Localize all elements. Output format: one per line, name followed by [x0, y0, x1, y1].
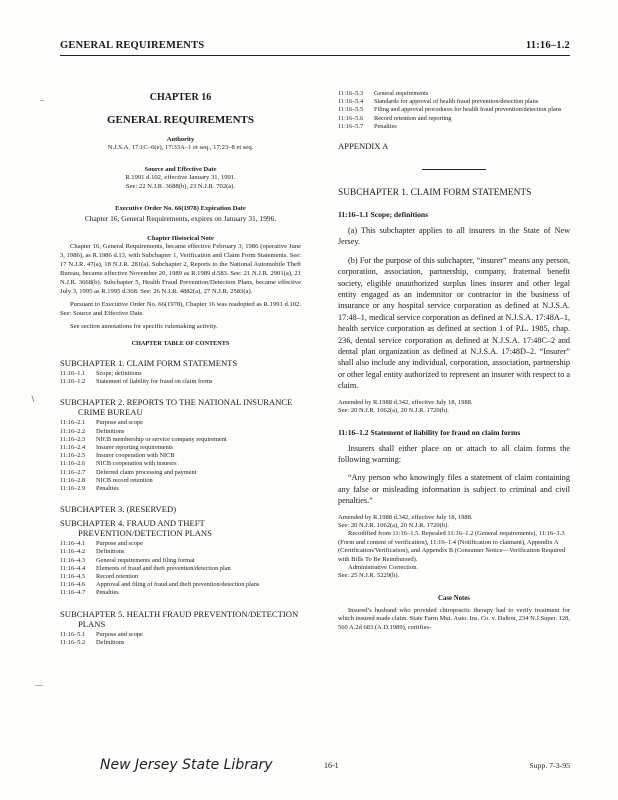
warning-quote: “Any person who knowingly files a statement of claim containing any false or misleading information is subject to criminal and civil penalties.”	[338, 473, 570, 506]
header-title: GENERAL REQUIREMENTS	[60, 40, 205, 51]
toc-subchapter: SUBCHAPTER 5. HEALTH FRAUD PREVENTION/DETECTION PLANS	[60, 608, 299, 629]
toc-item: 11:16–2.6 NICB cooperation with insurers	[60, 460, 177, 468]
section-divider	[422, 169, 486, 170]
toc-list	[60, 419, 301, 493]
subchapter-heading: SUBCHAPTER 1. CLAIM FORM STATEMENTS	[338, 188, 532, 199]
authority-text: N.J.S.A. 17:1C–6(e), 17:33A–1 et seq., 17:23–8 et seq.	[107, 144, 254, 151]
toc-item: 11:16–5.3 General requirements	[338, 90, 429, 97]
authority-label: Authority	[166, 136, 195, 143]
toc-item: 11:16–4.1 Purpose and scope	[60, 540, 143, 548]
toc-item: 11:16–2.5 Insurer cooperation with NICB	[60, 452, 175, 460]
toc-item: 11:16–2.1 Purpose and scope	[60, 419, 143, 427]
page-number: 16-1	[324, 761, 339, 770]
amendment-note: Amended by R.1988 d.342, effective July 18, 1988. See: 20 N.J.R. 1062(a), 20 N.J.R. 1720(b).	[338, 398, 473, 415]
toc-item: 11:16–5.1 Purpose and scope	[60, 630, 143, 638]
toc-item: 11:16–2.7 Deferred claim processing and payment	[60, 468, 197, 476]
toc-item: 11:16–5.6 Record retention and reporting	[338, 114, 452, 122]
chapter-number: CHAPTER 16	[149, 92, 212, 103]
section-title: 11:16–1.1 Scope; definitions	[338, 210, 429, 220]
right-column	[338, 90, 570, 632]
toc-item: 11:16–4.7 Penalties	[60, 589, 119, 597]
body-paragraph: Insurers shall either place on or attach to all claim forms the following warning:	[338, 443, 570, 464]
toc-item: 11:16–2.4 Insurer reporting requirements	[60, 444, 173, 452]
exec-order-text: Chapter 16, General Requirements, expires on January 31, 1996.	[84, 214, 277, 223]
toc-item: 11:16–2.9 Penalties	[60, 485, 119, 493]
toc-item: 11:16–5.4 Standards for approval of health fraud prevention/detection plans	[338, 98, 539, 106]
body-paragraph: (a) This subchapter applies to all insurers in the State of New Jersey.	[338, 226, 570, 247]
history-paragraph: Chapter 16, General Requirements, became effective February 3, 1986 (operative June 3, 1986), as R.1986 d.13, with Subchapter 1, Verification and Claim Form Statements. See: 17 N.J.R. 47(a), 18 N.J.R. 281(a). Subchapter 2, Reports to the National Automobile Theft Bureau, became effective November 20, 1989 as R.1989 d.583. See: 21 N.J.R. 2901(a), 21 N.J.R. 3668(b). Subchapter 5, Health Fraud Prevention/Detection Plans, became effective July 3, 1995 as R.1995 d.368. See: 26 N.J.R. 4882(a), 27 N.J.R. 2583(a).	[60, 243, 301, 295]
toc-appendix: APPENDIX A	[338, 141, 389, 152]
toc-item: 11:16–2.8 NICB record retention	[60, 476, 153, 484]
margin-mark: —	[35, 680, 43, 689]
toc-list	[60, 370, 301, 386]
history-paragraph: Pursuant to Executive Order No. 66(1978), Chapter 16 was readopted as R.1991 d.102. See: Source and Effective Date.	[60, 301, 301, 317]
toc-item: 11:16–4.6 Approval and filing of fraud and theft prevention/detection plans	[60, 581, 260, 589]
supplement-date: Supp. 7-3-95	[529, 761, 570, 770]
toc-subchapter: SUBCHAPTER 1. CLAIM FORM STATEMENTS	[60, 358, 238, 368]
header-rule	[60, 55, 570, 56]
toc-list	[338, 90, 570, 131]
toc-subchapter: SUBCHAPTER 2. REPORTS TO THE NATIONAL INSURANCE CRIME BUREAU	[60, 397, 293, 418]
toc-item: 11:16–5.2 Definitions	[60, 638, 125, 646]
toc-item: 11:16–2.3 NICB membership or service company requirement	[60, 435, 227, 443]
margin-mark: –	[40, 95, 44, 104]
source-label: Source and Effective Date	[144, 166, 217, 173]
toc-item: 11:16–1.2 Statement of liability for fraud on claim forms	[60, 378, 213, 386]
source-line: See: 22 N.J.R. 3688(b), 23 N.J.R. 702(a).	[125, 183, 236, 190]
toc-item: 11:16–1.1 Scope; definitions	[60, 370, 142, 377]
toc-list	[60, 540, 301, 597]
page-footer	[100, 757, 570, 777]
toc-list	[60, 631, 301, 647]
history-label: Chapter Historical Note	[147, 235, 214, 242]
margin-mark: ∖	[30, 395, 36, 404]
chapter-title: GENERAL REQUIREMENTS	[106, 114, 254, 126]
toc-subchapter: SUBCHAPTER 3. (RESERVED)	[60, 504, 177, 515]
case-notes-label: Case Notes	[438, 594, 470, 602]
toc-item: 11:16–2.2 Definitions	[60, 427, 125, 435]
library-stamp: New Jersey State Library	[100, 757, 273, 773]
toc-label: CHAPTER TABLE OF CONTENTS	[131, 340, 230, 347]
toc-item: 11:16–4.5 Record retention	[60, 573, 139, 581]
toc-item: 11:16–4.3 General requirements and filing format	[60, 556, 195, 564]
case-note-text: Insured’s husband who provided chiropractic therapy had to verify treatment for which insured made claim. State Farm Mut. Auto. Ins. Co. v. Dalton, 234 N.J.Super. 128, 560 A.2d 683 (A.D.1989), certifies-	[338, 606, 570, 631]
toc-item: 11:16–4.2 Definitions	[60, 548, 125, 556]
toc-item: 11:16–4.4 Elements of fraud and theft prevention/detection plan	[60, 564, 231, 572]
toc-subchapter: SUBCHAPTER 4. FRAUD AND THEFT PREVENTION/DETECTION PLANS	[60, 518, 212, 539]
amendment-note: Amended by R.1988 d.342, effective July 18, 1988. See: 20 N.J.R. 1062(a), 20 N.J.R. 1720(b). Recodified from 11:16–1.5. Repealed 11:16–1.2 (General requirements), 11:16–1.3 (Form and content of verification), 11:16–1.4 (Notification to claimant), Appendix A (Certification/Verification), and Appendix B (Consumer Notice—Verification Required with Bills To Be Reimbursed). Administrative Correction. See: 25 N.J.R. 5229(b).	[338, 513, 566, 580]
history-paragraph: See section annotations for specific rulemaking activity.	[70, 323, 218, 330]
running-header	[60, 40, 570, 54]
exec-order-label: Executive Order No. 66(1978) Expiration Date	[115, 205, 246, 212]
left-column	[60, 72, 301, 647]
toc-item: 11:16–5.7 Penalties	[338, 122, 397, 130]
toc-item: 11:16–5.5 Filing and approval procedures for health fraud prevention/detection plans	[338, 106, 562, 114]
header-section-number: 11:16–1.2	[525, 40, 570, 51]
section-title: 11:16–1.2 Statement of liability for fraud on claim forms	[338, 427, 521, 437]
source-line: R.1991 d.102, effective January 31, 1991.	[125, 174, 236, 181]
body-paragraph: (b) For the purpose of this subchapter, “insurer” means any person, corporation, association, partnership, company, fraternal benefit society, eligible unauthorized surplus lines insurer and other legal entity engaged as an indemnitor or contractor in the business of insurance or any hospital service corporation as defined at N.J.S.A. 17:48–1, medical service corporation as defined at N.J.S.A. 17:48A–1, health service corporation as defined at section 1 of P.L. 1985, chap. 236, dental service corporation as defined at N.J.S.A. 17:48C–2 and dental plan organization as defined at N.J.S.A. 17:48D–2. “Insurer” shall also include any individual, corporation, association, partnership or other legal entity authorized to represent an insurer with respect to a claim.	[338, 255, 570, 391]
